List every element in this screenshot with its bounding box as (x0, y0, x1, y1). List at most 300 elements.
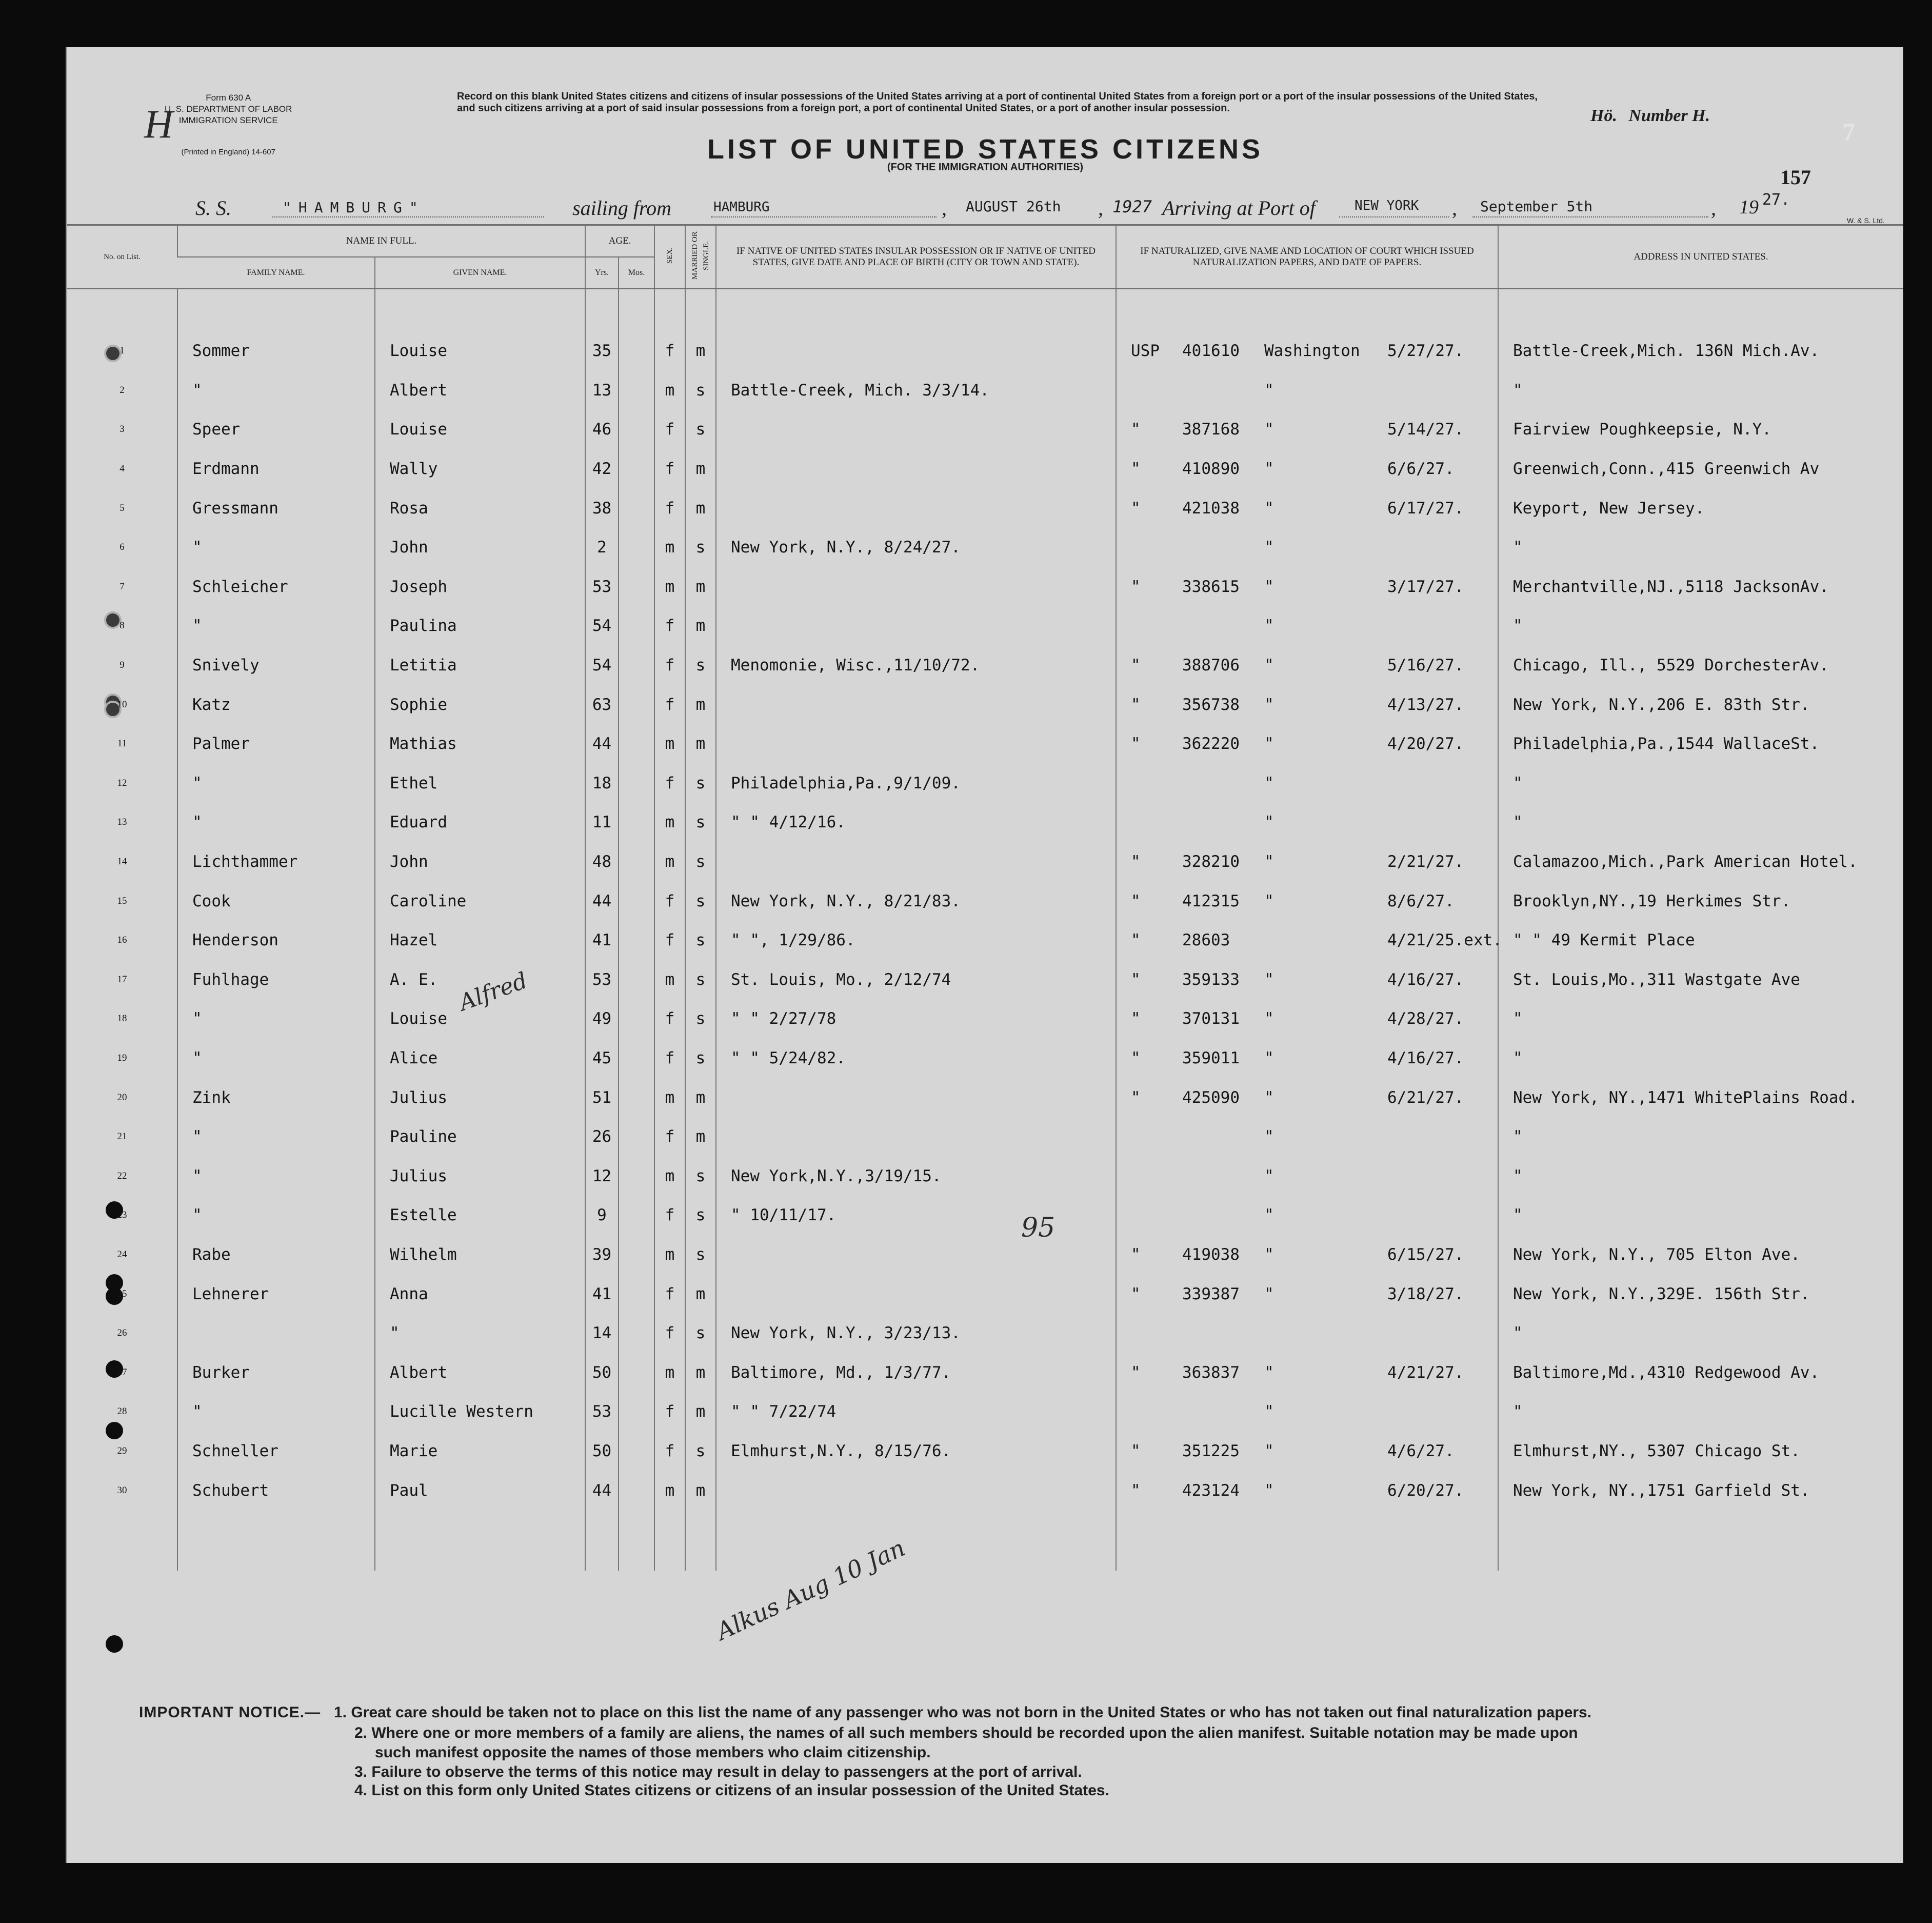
address-text: Chicago, Ill., 5529 DorchesterAv. (1513, 656, 1829, 675)
row-number-text: 15 (117, 895, 127, 906)
port-from: HAMBURG (713, 200, 770, 215)
sex-text: m (665, 813, 675, 832)
naturalization-date: 5/14/27. (1387, 420, 1464, 439)
sex (654, 449, 685, 489)
sex (654, 646, 685, 685)
age-years (585, 1039, 619, 1078)
sailing-label: sailing from (572, 196, 671, 220)
table-row (67, 724, 1903, 764)
naturalization-court: " (1131, 735, 1141, 754)
family-name-text: " (192, 538, 202, 557)
naturalization-court: " (1131, 577, 1141, 596)
naturalization-place: " (1264, 656, 1274, 675)
family-name (177, 1196, 375, 1235)
table-row (67, 1156, 1903, 1196)
naturalization-court: " (1131, 1481, 1141, 1500)
given-name-text: Caroline (390, 891, 467, 910)
row-number (67, 842, 177, 882)
naturalization (1116, 1432, 1498, 1471)
married-single-text: m (695, 735, 706, 754)
row-number-text: 20 (117, 1092, 127, 1103)
family-name (177, 1314, 375, 1353)
given-name-text: Anna (390, 1284, 428, 1303)
row-number-text: 17 (117, 974, 127, 985)
address-text: " (1513, 381, 1523, 400)
table-row (67, 803, 1903, 842)
married-single-text: s (695, 420, 706, 439)
table-row (67, 606, 1903, 646)
address-text: Baltimore,Md.,4310 Redgewood Av. (1513, 1363, 1820, 1382)
table-row (67, 921, 1903, 960)
given-name-text: Albert (390, 381, 447, 400)
family-name-text: Katz (192, 695, 231, 714)
naturalization (1116, 881, 1498, 921)
row-number (67, 1314, 177, 1353)
sex (654, 685, 685, 724)
naturalization-court: " (1131, 460, 1141, 479)
age-months (619, 1156, 654, 1196)
col-name-in-full: NAME IN FULL. (177, 225, 585, 257)
sex-text: f (665, 420, 675, 439)
sex-text: f (665, 1127, 675, 1146)
table-row (67, 1432, 1903, 1471)
col-yrs: Yrs. (585, 257, 619, 289)
sex (654, 371, 685, 410)
age-years-text: 41 (592, 931, 612, 950)
row-number (67, 685, 177, 724)
naturalization (1116, 1039, 1498, 1078)
naturalization-paper: 362220 (1182, 735, 1240, 754)
sex (654, 921, 685, 960)
married-single-text: s (695, 1441, 706, 1460)
row-number-text: 2 (119, 384, 125, 395)
married-single-text: m (695, 1088, 706, 1107)
age-years (585, 528, 619, 567)
row-number-text: 16 (117, 935, 127, 946)
address-text: " (1513, 1127, 1523, 1146)
given-name (375, 331, 585, 371)
given-name-text: Louise (390, 342, 447, 361)
address (1498, 488, 1903, 528)
age-months (619, 410, 654, 449)
naturalization (1116, 999, 1498, 1039)
date-from: AUGUST 26th (966, 198, 1061, 215)
birth-place (716, 646, 1116, 685)
given-name-text: Louise (390, 420, 447, 439)
comma: , (942, 196, 947, 220)
dotted-rule (272, 216, 544, 217)
married-single (685, 1314, 716, 1353)
sex-text: m (665, 1088, 675, 1107)
naturalization-paper: 425090 (1182, 1088, 1240, 1107)
naturalization (1116, 410, 1498, 449)
given-name-text: Julius (390, 1166, 447, 1185)
address (1498, 646, 1903, 685)
age-months (619, 842, 654, 882)
naturalization (1116, 842, 1498, 882)
row-number (67, 488, 177, 528)
family-name (177, 331, 375, 371)
age-years (585, 842, 619, 882)
age-years-text: 63 (592, 695, 612, 714)
birth-place (716, 685, 1116, 724)
address (1498, 842, 1903, 882)
row-number-text: 28 (117, 1406, 127, 1417)
table-row (67, 1117, 1903, 1157)
birth-place-text: " 10/11/17. (731, 1206, 836, 1225)
row-number (67, 1196, 177, 1235)
naturalization-place: " (1264, 1048, 1274, 1067)
sex-text: m (665, 970, 675, 989)
naturalization-place: " (1264, 735, 1274, 754)
sex (654, 1196, 685, 1235)
sex-text: f (665, 931, 675, 950)
table-row (67, 646, 1903, 685)
birth-place-text: Elmhurst,N.Y., 8/15/76. (731, 1441, 951, 1460)
age-months (619, 1039, 654, 1078)
married-single-text: s (695, 1009, 706, 1028)
sex (654, 606, 685, 646)
given-name-text: Julius (390, 1088, 447, 1107)
row-number-text: 23 (117, 1210, 127, 1221)
address (1498, 1039, 1903, 1078)
spacer-row (67, 289, 1903, 331)
age-years-text: 39 (592, 1245, 612, 1264)
naturalization (1116, 371, 1498, 410)
age-years-text: 53 (592, 1402, 612, 1421)
family-name-text: Cook (192, 891, 231, 910)
alfred-annotation: Alfred (455, 967, 531, 1016)
given-name-text: Pauline (390, 1127, 457, 1146)
married-single-text: m (695, 1284, 706, 1303)
married-single-text: s (695, 1245, 706, 1264)
row-number-text: 8 (119, 620, 125, 631)
sex-text: m (665, 1245, 675, 1264)
family-name-text: " (192, 381, 202, 400)
age-years (585, 1274, 619, 1314)
birth-place-text: Philadelphia,Pa.,9/1/09. (731, 774, 961, 792)
given-name-text: " (390, 1324, 400, 1343)
family-name (177, 371, 375, 410)
birth-place-text: New York, N.Y., 3/23/13. (731, 1324, 961, 1343)
naturalization-paper: 412315 (1182, 891, 1240, 910)
age-years (585, 764, 619, 803)
table-row (67, 449, 1903, 489)
naturalization (1116, 449, 1498, 489)
family-name (177, 1432, 375, 1471)
sex-text: f (665, 342, 675, 361)
notice-lead: IMPORTANT NOTICE.— (139, 1704, 321, 1721)
address-text: Philadelphia,Pa.,1544 WallaceSt. (1513, 735, 1820, 754)
birth-place-text: " ", 1/29/86. (731, 931, 855, 950)
age-years (585, 1078, 619, 1117)
signature: Alkus Aug 10 Jan (712, 1534, 909, 1646)
given-name (375, 724, 585, 764)
married-single-text: m (695, 1402, 706, 1421)
address-text: Keyport, New Jersey. (1513, 499, 1705, 518)
family-name-text: Burker (192, 1363, 250, 1382)
family-name (177, 1117, 375, 1157)
naturalization-place: " (1264, 695, 1274, 714)
naturalization-date: 5/27/27. (1387, 342, 1464, 361)
family-name (177, 528, 375, 567)
married-single (685, 921, 716, 960)
row-number (67, 331, 177, 371)
row-number (67, 1235, 177, 1275)
age-months (619, 528, 654, 567)
given-name-text: Lucille Western (390, 1402, 533, 1421)
row-number-text: 6 (119, 542, 125, 553)
sex-text: f (665, 1206, 675, 1225)
family-name (177, 764, 375, 803)
row-number-text: 5 (119, 502, 125, 513)
row-number (67, 646, 177, 685)
age-years (585, 960, 619, 1000)
age-months (619, 685, 654, 724)
birth-place (716, 606, 1116, 646)
family-name-text: Schleicher (192, 577, 288, 596)
age-years (585, 646, 619, 685)
address (1498, 410, 1903, 449)
family-name (177, 606, 375, 646)
birth-place (716, 724, 1116, 764)
family-name (177, 567, 375, 607)
address (1498, 1314, 1903, 1353)
row-number (67, 1117, 177, 1157)
sheet-number (1590, 106, 1710, 126)
printer-mark: W. & S. Ltd. (1847, 216, 1885, 225)
address-text: " (1513, 1048, 1523, 1067)
age-years (585, 881, 619, 921)
age-years-text: 53 (592, 577, 612, 596)
naturalization (1116, 1196, 1498, 1235)
age-years-text: 2 (597, 538, 607, 557)
family-name-text: " (192, 1127, 202, 1146)
family-name (177, 724, 375, 764)
naturalization-paper: 28603 (1182, 931, 1230, 950)
family-name-text: " (192, 1048, 202, 1067)
birth-place-text: New York,N.Y.,3/19/15. (731, 1166, 942, 1185)
table-row (67, 567, 1903, 607)
row-number-text: 27 (117, 1366, 127, 1378)
page-title: LIST OF UNITED STATES CITIZENS (707, 134, 1263, 165)
age-years (585, 685, 619, 724)
married-single (685, 1156, 716, 1196)
naturalization (1116, 1471, 1498, 1510)
given-name (375, 449, 585, 489)
given-name-text: Ethel (390, 774, 438, 792)
family-name (177, 881, 375, 921)
col-age: AGE. (585, 225, 654, 257)
address (1498, 1274, 1903, 1314)
table-row (67, 1392, 1903, 1432)
row-number-text: 11 (117, 738, 127, 749)
married-single-text: m (695, 1363, 706, 1382)
form-line: U. S. DEPARTMENT OF LABOR (165, 104, 292, 114)
naturalization-place: " (1264, 853, 1274, 871)
table-row (67, 1235, 1903, 1275)
address (1498, 803, 1903, 842)
row-number (67, 410, 177, 449)
family-name-text: Zink (192, 1088, 231, 1107)
age-years-text: 50 (592, 1441, 612, 1460)
row-number (67, 371, 177, 410)
given-name (375, 1314, 585, 1353)
married-single (685, 1432, 716, 1471)
birth-place-text: " " 4/12/16. (731, 813, 846, 832)
sex-text: m (665, 1481, 675, 1500)
given-name-text: Mathias (390, 735, 457, 754)
family-name (177, 1039, 375, 1078)
row-number (67, 606, 177, 646)
given-name-text: Wilhelm (390, 1245, 457, 1264)
naturalization-court: " (1131, 1245, 1141, 1264)
address (1498, 528, 1903, 567)
birth-place (716, 1353, 1116, 1392)
naturalization-court: " (1131, 656, 1141, 675)
married-single-text: s (695, 774, 706, 792)
married-single-text: s (695, 1324, 706, 1343)
naturalization-place: " (1264, 1088, 1274, 1107)
binder-hole (106, 1635, 123, 1653)
age-years-text: 50 (592, 1363, 612, 1382)
address-text: " (1513, 1166, 1523, 1185)
port-to: NEW YORK (1355, 198, 1419, 213)
sex-text: f (665, 1284, 675, 1303)
naturalization-court: " (1131, 1363, 1141, 1382)
col-married-label: MARRIED OR SINGLE. (691, 231, 710, 280)
birth-place (716, 803, 1116, 842)
age-months (619, 1471, 654, 1510)
family-name (177, 1235, 375, 1275)
married-single (685, 646, 716, 685)
age-years-text: 13 (592, 381, 612, 400)
age-years-text: 41 (592, 1284, 612, 1303)
married-single-text: m (695, 499, 706, 518)
address (1498, 764, 1903, 803)
printed-note: (Printed in England) 14-607 (181, 148, 275, 156)
naturalization-date: 4/21/25.ext. (1387, 931, 1502, 950)
age-months (619, 1432, 654, 1471)
notice-item: 2. Where one or more members of a family are aliens, the names of all such members should be recorded upon the alien manifest. Suitable notation may be made upon (354, 1724, 1578, 1741)
dotted-rule (1472, 216, 1708, 217)
table-row (67, 528, 1903, 567)
family-name-text: " (192, 617, 202, 636)
sex-text: m (665, 735, 675, 754)
family-name-text: " (192, 1402, 202, 1421)
given-name (375, 842, 585, 882)
table-row (67, 488, 1903, 528)
married-single (685, 371, 716, 410)
naturalization (1116, 1314, 1498, 1353)
address (1498, 881, 1903, 921)
row-number-text: 1 (119, 345, 125, 356)
age-months (619, 1117, 654, 1157)
age-months (619, 881, 654, 921)
col-family-name: FAMILY NAME. (177, 257, 375, 289)
family-name (177, 646, 375, 685)
age-months (619, 1196, 654, 1235)
family-name (177, 842, 375, 882)
sex (654, 1078, 685, 1117)
row-number (67, 764, 177, 803)
married-single (685, 606, 716, 646)
naturalization (1116, 724, 1498, 764)
naturalization-place: " (1264, 499, 1274, 518)
age-months (619, 449, 654, 489)
row-number-text: 25 (117, 1288, 127, 1299)
naturalization-paper: 423124 (1182, 1481, 1240, 1500)
form-line: Form 630 A (206, 93, 251, 103)
sex (654, 1117, 685, 1157)
naturalization-court: " (1131, 1441, 1141, 1460)
married-single (685, 1039, 716, 1078)
family-name-text: Palmer (192, 735, 250, 754)
birth-place-text: " " 7/22/74 (731, 1402, 836, 1421)
age-years-text: 11 (592, 813, 612, 832)
naturalization (1116, 646, 1498, 685)
given-name (375, 371, 585, 410)
age-years (585, 371, 619, 410)
naturalization-court: " (1131, 1048, 1141, 1067)
handwritten-mark: H (144, 102, 173, 146)
row-number (67, 449, 177, 489)
naturalization-date: 4/16/27. (1387, 970, 1464, 989)
given-name (375, 685, 585, 724)
sheet-prefix: Hö. (1590, 106, 1617, 125)
age-months (619, 488, 654, 528)
row-number (67, 724, 177, 764)
naturalization-court: " (1131, 499, 1141, 518)
family-name-text: " (192, 1009, 202, 1028)
naturalization-paper: 338615 (1182, 577, 1240, 596)
row-number-text: 13 (117, 817, 127, 828)
age-years (585, 331, 619, 371)
age-months (619, 371, 654, 410)
married-single-text: s (695, 1166, 706, 1185)
sex (654, 1156, 685, 1196)
address (1498, 567, 1903, 607)
age-years-text: 48 (592, 853, 612, 871)
married-single (685, 488, 716, 528)
table-row (67, 1196, 1903, 1235)
given-name (375, 1235, 585, 1275)
table-row (67, 1314, 1903, 1353)
given-name (375, 1196, 585, 1235)
family-name-text: Schneller (192, 1441, 278, 1460)
age-months (619, 764, 654, 803)
family-name (177, 803, 375, 842)
birth-place (716, 1314, 1116, 1353)
naturalization (1116, 960, 1498, 1000)
address-text: New York, N.Y., 705 Elton Ave. (1513, 1245, 1800, 1264)
naturalization-date: 4/20/27. (1387, 735, 1464, 754)
married-single (685, 685, 716, 724)
row-number-text: 4 (119, 463, 125, 474)
naturalization-paper: 356738 (1182, 695, 1240, 714)
married-single-text: s (695, 1048, 706, 1067)
sex (654, 1471, 685, 1510)
naturalization-paper: 410890 (1182, 460, 1240, 479)
birth-place-text: " " 5/24/82. (731, 1048, 846, 1067)
row-number (67, 881, 177, 921)
birth-place (716, 449, 1116, 489)
col-naturalized: IF NATURALIZED, GIVE NAME AND LOCATION OF COURT WHICH ISSUED NATURALIZATION PAPERS, AND DATE OF PAPERS. (1116, 225, 1498, 289)
naturalization-place: " (1264, 891, 1274, 910)
sex (654, 410, 685, 449)
table-row (67, 764, 1903, 803)
sex-text: f (665, 1441, 675, 1460)
